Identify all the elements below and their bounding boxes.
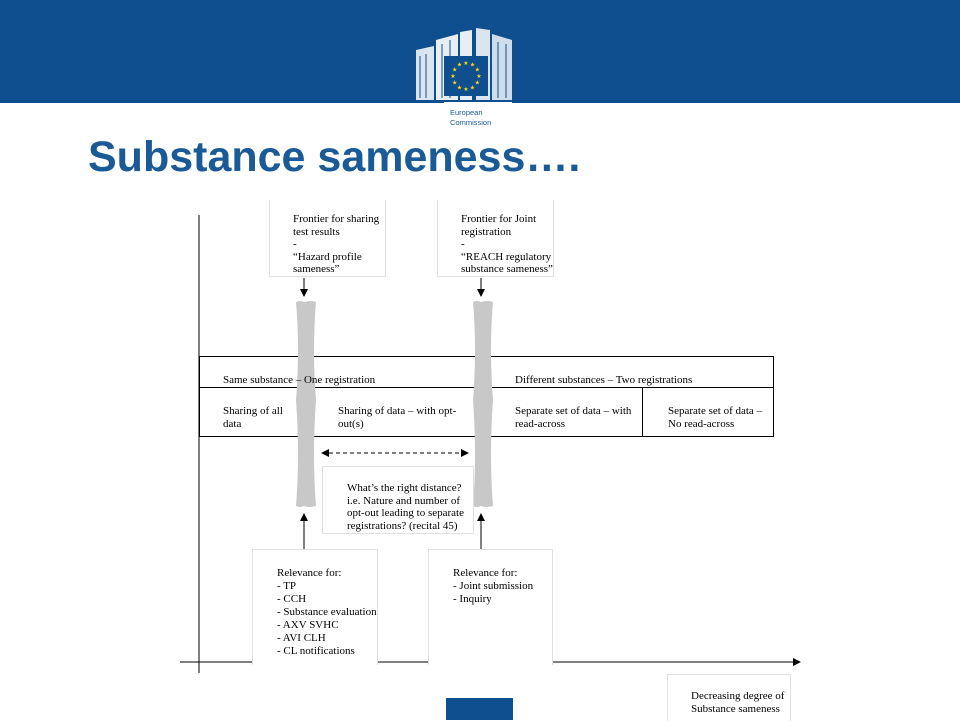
cell-separate-readacross: Separate set of data – with read-across [515,405,632,430]
relevance-left-title: Relevance for: [277,567,342,579]
frontier-joint-text: Frontier for Joint registration - “REACH regulatory substance sameness” [461,213,553,275]
relevance-left-item: - CL notifications [277,645,355,657]
relevance-right-item: - Inquiry [453,593,492,605]
eu-star-icon: ★ [474,67,480,74]
frontier-sharing-text: Frontier for sharing test results - “Hazard profile sameness” [293,213,380,275]
eu-star-icon: ★ [469,62,476,69]
different-substances-label: Different substances – Two registrations [515,374,693,386]
relevance-left-item: - Substance evaluation [277,606,377,618]
page-title: Substance sameness…. [88,133,581,181]
relevance-left-item: - CCH [277,593,307,605]
cell-sharing-all: Sharing of all data [223,405,283,430]
eu-star-icon: ★ [474,80,480,87]
question-text: What’s the right distance? i.e. Nature and number of opt-out leading to separate registrations? (recital 45) [347,482,464,532]
same-substance-label: Same substance – One registration [223,374,376,386]
frontier-pillar-joint [473,301,493,507]
eu-star-icon: ★ [456,85,463,92]
footer-flag-bar [446,698,513,720]
eu-star-icon: ★ [452,80,458,87]
cell-sharing-optout: Sharing of data – with opt- out(s) [338,405,457,430]
logo-text-commission: Commission [450,118,492,127]
relevance-right-item: - Joint submission [453,580,534,592]
eu-star-icon: ★ [476,74,482,80]
eu-star-icon: ★ [450,74,456,80]
relevance-right-title: Relevance for: [453,567,518,579]
frontier-pillar-sharing [296,301,316,507]
relevance-left-item: - AXV SVHC [277,619,339,631]
eu-star-icon: ★ [469,85,476,92]
eu-star-icon: ★ [456,62,463,69]
relevance-left-item: - AVI CLH [277,632,326,644]
relevance-left-item: - TP [277,580,297,592]
logo-text-european: European [450,108,483,117]
eu-star-icon: ★ [463,87,469,93]
eu-star-icon: ★ [463,61,469,67]
axis-caption: Decreasing degree of Substance sameness [691,690,785,715]
eu-star-icon: ★ [452,67,458,74]
cell-separate-no-readacross: Separate set of data – No read-across [668,405,763,430]
